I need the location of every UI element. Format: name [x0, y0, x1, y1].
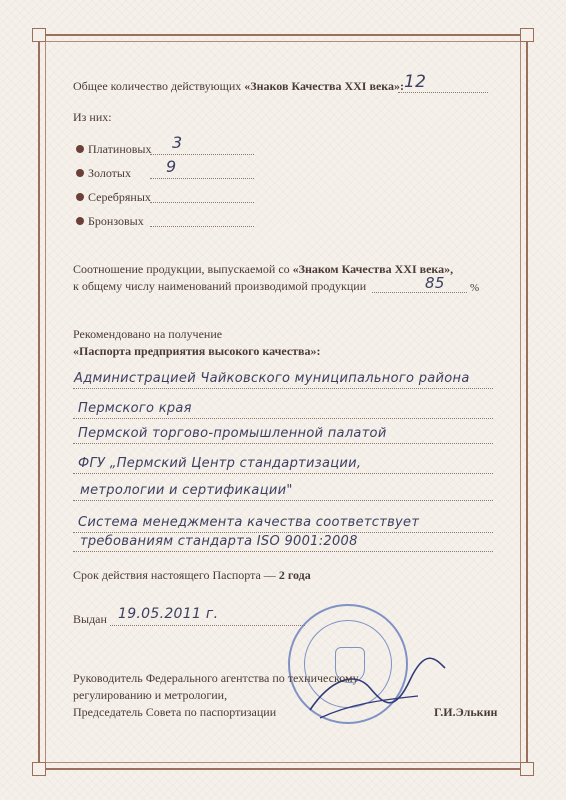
total-signs-bold: «Знаков Качества XXI века»:: [244, 79, 404, 93]
recommended-line-6: Система менеджмента качества соответствует: [78, 515, 420, 530]
ratio-value-line: [372, 292, 467, 293]
ratio-text: Соотношение продукции, выпускаемой со: [73, 262, 290, 276]
category-gold-line: [150, 178, 254, 179]
total-signs-text: Общее количество действующих: [73, 79, 242, 93]
category-gold-value: 9: [166, 157, 177, 176]
recommended-underline: [73, 473, 493, 474]
bullet-icon: [76, 217, 84, 225]
bullet-icon: [76, 145, 84, 153]
recommended-underline: [73, 388, 493, 389]
recommended-line-5: метрологии и сертификации": [80, 483, 293, 498]
signature: [300, 640, 450, 730]
ratio-bold: «Знаком Качества XXI века»,: [292, 262, 454, 276]
issued-label: Выдан: [73, 612, 107, 626]
recommended-underline: [73, 443, 493, 444]
recommended-underline: [73, 500, 493, 501]
footer-line-1: Руководитель Федерального агентства по техническому: [73, 671, 359, 685]
category-platinum-line: [150, 154, 254, 155]
footer-line-2: регулированию и метрологии,: [73, 688, 228, 702]
validity-bold: 2 года: [278, 568, 311, 582]
recommended-line-2: Пермского края: [78, 401, 192, 416]
total-signs-line: [398, 92, 488, 93]
recommended-line-1: Администрацией Чайковского муниципального района: [74, 371, 470, 386]
issued-date: 19.05.2011 г.: [118, 606, 219, 622]
category-platinum-value: 3: [172, 133, 183, 152]
category-bronze-label: Бронзовых: [88, 214, 144, 228]
recommended-line-4: ФГУ „Пермский Центр стандартизации,: [78, 456, 362, 471]
ratio-line-1: [73, 262, 453, 276]
category-platinum-label: Платиновых: [88, 142, 152, 156]
bullet-icon: [76, 169, 84, 177]
ratio-unit: %: [470, 282, 480, 294]
category-silver-line: [150, 202, 254, 203]
bullet-icon: [76, 193, 84, 201]
category-gold-label: Золотых: [88, 166, 131, 180]
frame-corner-ornament: [520, 28, 534, 42]
issued-line: [110, 625, 305, 626]
ratio-value: 85: [425, 274, 445, 292]
footer-line-3: Председатель Совета по паспортизации: [73, 705, 277, 719]
recommended-underline: [73, 551, 493, 552]
recommended-label: Рекомендовано на получение: [73, 327, 223, 341]
signer-name: Г.И.Элькин: [434, 705, 498, 719]
recommended-bold: «Паспорта предприятия высокого качества»:: [73, 344, 321, 358]
frame-corner-ornament: [32, 28, 46, 42]
validity-text: Срок действия настоящего Паспорта —: [73, 568, 276, 582]
recommended-underline: [73, 418, 493, 419]
frame-corner-ornament: [32, 762, 46, 776]
recommended-line-3: Пермской торгово-промышленной палатой: [78, 426, 387, 441]
of-them-label: Из них:: [73, 110, 112, 124]
category-bronze-line: [150, 226, 254, 227]
category-silver-label: Серебряных: [88, 190, 151, 204]
recommended-line-7: требованиям стандарта ISO 9001:2008: [80, 534, 358, 549]
recommended-underline: [73, 532, 493, 533]
total-signs-value: 12: [404, 72, 427, 92]
ratio-line-2: к общему числу наименований производимой продукции: [73, 279, 367, 293]
frame-corner-ornament: [520, 762, 534, 776]
validity-label: [73, 568, 311, 582]
total-signs-label: [73, 79, 404, 93]
